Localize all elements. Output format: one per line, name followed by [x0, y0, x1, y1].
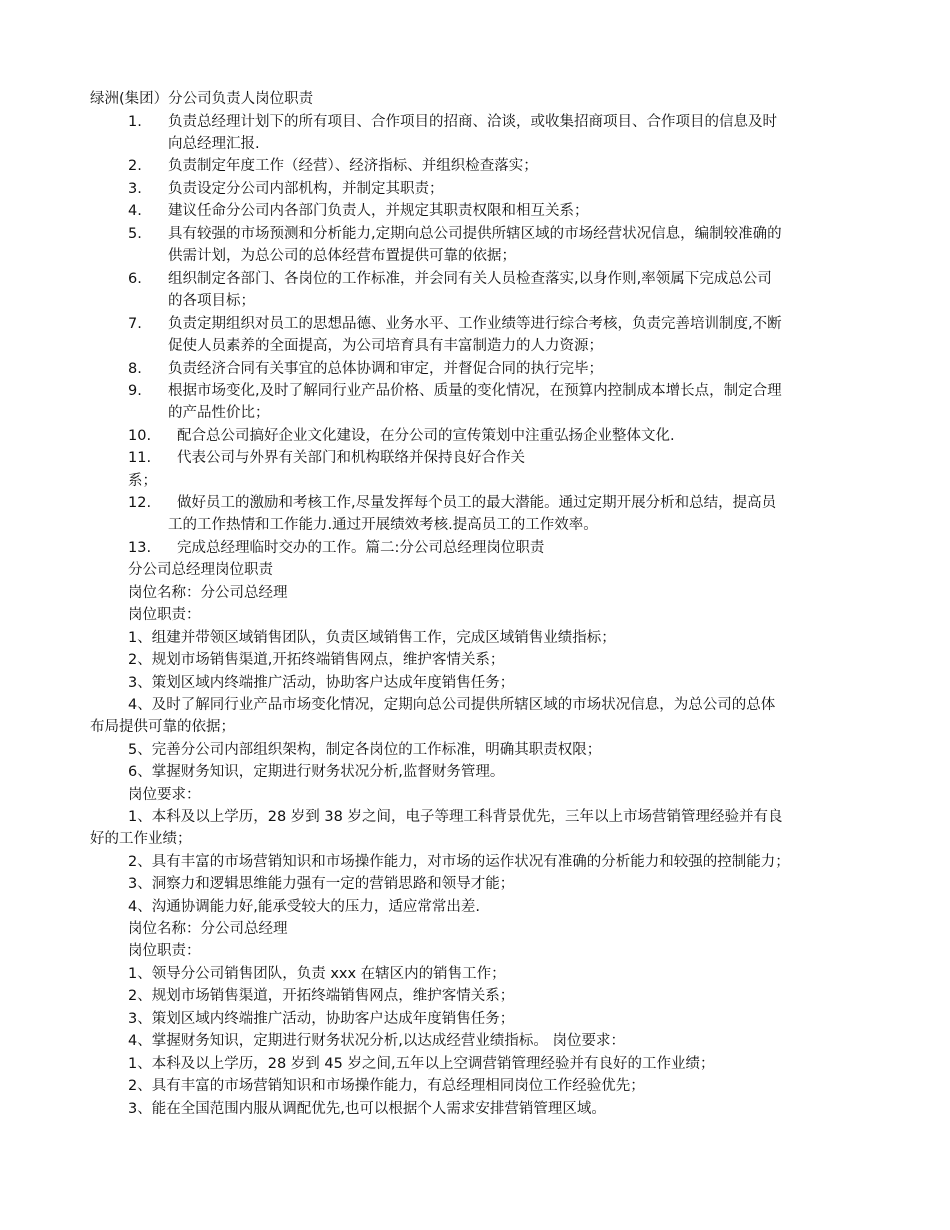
item-number: 8. [128, 361, 142, 377]
item-text: 工的工作热情和工作能力.通过开展绩效考核.提高员工的工作效率。 [168, 517, 598, 533]
item-text: 的各项目标； [168, 293, 255, 309]
requirement-line: 好的工作业绩； [90, 831, 192, 847]
item-text: 代表公司与外界有关部门和机构联络并保持良好合作关 [177, 450, 525, 466]
duty-line: 布局提供可靠的依据； [90, 719, 235, 735]
requirement-line: 3、洞察力和逻辑思维能力强有一定的营销思路和领导才能； [128, 876, 515, 892]
item-number: 11. [128, 450, 152, 466]
duty-line: 2、规划市场销售渠道，开拓终端销售网点，维护客情关系； [128, 988, 515, 1004]
duty-line: 3、策划区域内终端推广活动，协助客户达成年度销售任务； [128, 1011, 515, 1027]
duty-line: 1、组建并带领区域销售团队，负责区域销售工作，完成区域销售业绩指标； [128, 630, 616, 646]
position-name: 岗位名称：分公司总经理 [128, 921, 288, 937]
item-number: 7. [128, 316, 142, 332]
item-text: 系； [128, 473, 157, 489]
item-number: 2. [128, 158, 142, 174]
item-text: 负责定期组织对员工的思想品德、业务水平、工作业绩等进行综合考核，负责完善培训制度,不断 [168, 316, 782, 332]
item-text: 负责经济合同有关事宜的总体协调和审定，并督促合同的执行完毕； [168, 361, 603, 377]
item-text: 供需计划，为总公司的总体经营布置提供可靠的依据； [168, 248, 516, 264]
section-heading: 分公司总经理岗位职责 [128, 562, 273, 578]
item-text: 负责总经理计划下的所有项目、合作项目的招商、洽谈，或收集招商项目、合作项目的信息及时 [168, 114, 777, 130]
item-text: 促使人员素养的全面提高，为公司培育具有丰富制造力的人力资源； [168, 338, 603, 354]
item-number: 3. [128, 181, 142, 197]
item-text: 组织制定各部门、各岗位的工作标准，并会同有关人员检查落实,以身作则,率领属下完成总公司 [168, 271, 772, 287]
requirement-line: 3、能在全国范围内服从调配优先,也可以根据个人需求安排营销管理区域。 [128, 1101, 606, 1117]
duty-line: 2、规划市场销售渠道,开拓终端销售网点，维护客情关系； [128, 652, 505, 668]
duties-label: 岗位职责： [128, 607, 201, 623]
item-number: 10. [128, 428, 152, 444]
duties-label: 岗位职责： [128, 943, 201, 959]
duty-line: 6、掌握财务知识，定期进行财务状况分析,监督财务管理。 [128, 764, 505, 780]
requirement-line: 1、本科及以上学历，28 岁到 38 岁之间，电子等理工科背景优先，三年以上市场营销管理经验并有良 [128, 809, 783, 825]
item-number: 4. [128, 203, 142, 219]
item-number: 12. [128, 495, 152, 511]
duty-line: 3、策划区域内终端推广活动，协助客户达成年度销售任务； [128, 675, 515, 691]
item-number: 1. [128, 114, 142, 130]
item-number: 5. [128, 226, 142, 242]
item-text: 的产品性价比； [168, 405, 270, 421]
item-text: 负责设定分公司内部机构，并制定其职责； [168, 181, 444, 197]
position-name: 岗位名称：分公司总经理 [128, 585, 288, 601]
item-number: 6. [128, 271, 142, 287]
duty-line: 5、完善分公司内部组织架构，制定各岗位的工作标准，明确其职责权限； [128, 742, 602, 758]
requirement-line: 1、本科及以上学历，28 岁到 45 岁之间,五年以上空调营销管理经验并有良好的工作业绩； [128, 1056, 715, 1072]
document-title: 绿洲(集团）分公司负责人岗位职责 [90, 91, 314, 107]
item-number: 9. [128, 383, 142, 399]
item-text: 完成总经理临时交办的工作。篇二:分公司总经理岗位职责 [177, 540, 545, 556]
requirement-line: 2、具有丰富的市场营销知识和市场操作能力，对市场的运作状况有准确的分析能力和较强的控制能力； [128, 854, 790, 870]
duty-line: 4、掌握财务知识，定期进行财务状况分析,以达成经营业绩指标。 岗位要求： [128, 1033, 625, 1049]
requirement-line: 4、沟通协调能力好,能承受较大的压力，适应常常出差. [128, 899, 480, 915]
item-number: 13. [128, 540, 152, 556]
duty-line: 4、及时了解同行业产品市场变化情况，定期向总公司提供所辖区域的市场状况信息，为总公司的总体 [128, 697, 776, 713]
requirements-label: 岗位要求： [128, 787, 201, 803]
item-text: 配合总公司搞好企业文化建设，在分公司的宣传策划中注重弘扬企业整体文化. [177, 428, 675, 444]
item-text: 负责制定年度工作（经营）、经济指标、并组织检查落实； [168, 158, 538, 174]
item-text: 向总经理汇报. [168, 136, 260, 152]
item-text: 做好员工的激励和考核工作,尽量发挥每个员工的最大潜能。通过定期开展分析和总结，提高员 [177, 495, 777, 511]
item-text: 具有较强的市场预测和分析能力,定期向总公司提供所辖区域的市场经营状况信息，编制较准确的 [168, 226, 782, 242]
requirement-line: 2、具有丰富的市场营销知识和市场操作能力，有总经理相同岗位工作经验优先； [128, 1078, 645, 1094]
duty-line: 1、领导分公司销售团队，负责 xxx 在辖区内的销售工作； [128, 966, 506, 982]
item-text: 建议任命分公司内各部门负责人，并规定其职责权限和相互关系； [168, 203, 589, 219]
item-text: 根据市场变化,及时了解同行业产品价格、质量的变化情况，在预算内控制成本增长点，制定合理 [168, 383, 782, 399]
